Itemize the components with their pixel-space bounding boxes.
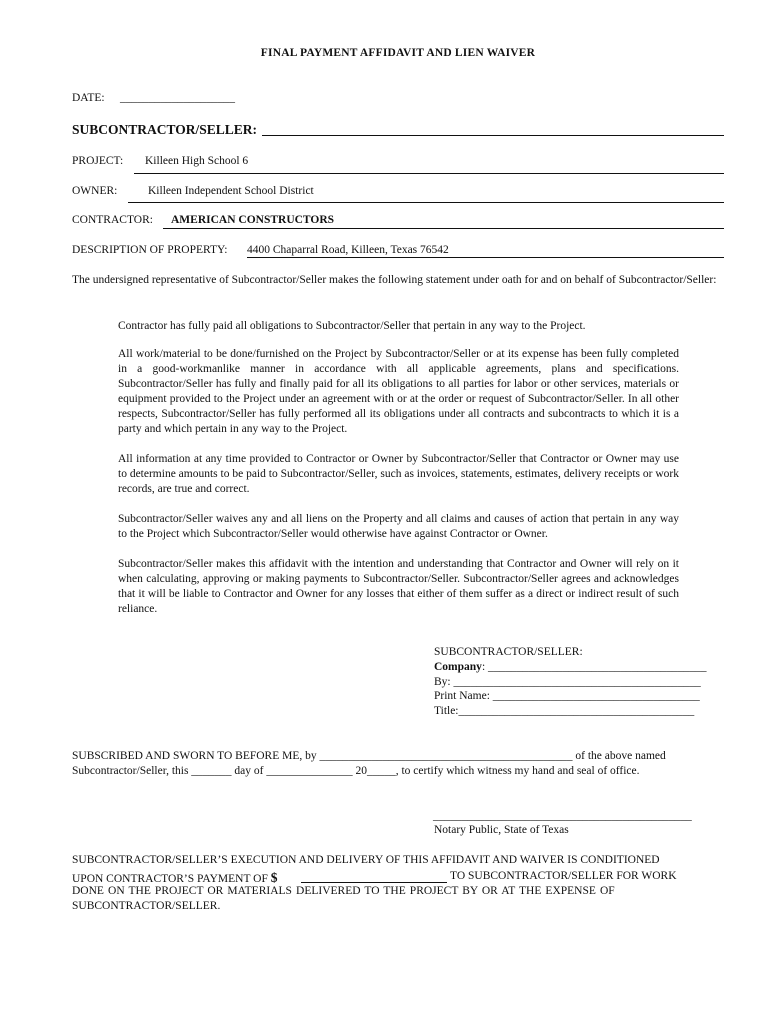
footer-dollar-sign: $ bbox=[270, 870, 278, 885]
owner-line bbox=[128, 202, 724, 203]
footer-amount-line bbox=[301, 882, 447, 883]
footer-line-1: SUBCONTRACTOR/SELLER’S EXECUTION AND DELIVERY OF THIS AFFIDAVIT AND WAIVER IS CONDITIONED bbox=[72, 854, 660, 866]
by-line: By: ___________________________________________ bbox=[434, 676, 701, 688]
document-title: FINAL PAYMENT AFFIDAVIT AND LIEN WAIVER bbox=[260, 47, 536, 59]
notary-label: Notary Public, State of Texas bbox=[434, 824, 569, 836]
title-line: Title:_________________________________________ bbox=[434, 705, 695, 717]
property-label: DESCRIPTION OF PROPERTY: bbox=[72, 244, 228, 256]
footer-payment-continuation: TO SUBCONTRACTOR/SELLER FOR WORK bbox=[450, 870, 677, 882]
project-label: PROJECT: bbox=[72, 155, 124, 167]
owner-label: OWNER: bbox=[72, 185, 118, 197]
sworn-line-1: SUBSCRIBED AND SWORN TO BEFORE ME, by ____________________________________________ of the above named bbox=[72, 750, 666, 762]
company-row bbox=[434, 661, 707, 673]
date-blank: ____________________ bbox=[120, 92, 235, 104]
footer-line-4: SUBCONTRACTOR/SELLER. bbox=[72, 900, 221, 912]
company-label: Company bbox=[434, 661, 482, 673]
statement-5: Subcontractor/Seller makes this affidavit with the intention and understanding that Contractor and Owner will rely on it when calculating, approving or making payments to Subcontractor/Seller. Subcontractor/Seller agrees and acknowledges that it will be liable to Contractor and Owner for any losses that either of them suffer as a direct or indirect result of such reliance. bbox=[118, 558, 679, 615]
owner-value: Killeen Independent School District bbox=[148, 185, 314, 197]
footer-line-2 bbox=[72, 870, 724, 886]
date-label: DATE: bbox=[72, 92, 105, 104]
contractor-label: CONTRACTOR: bbox=[72, 214, 153, 226]
subcontractor-label: SUBCONTRACTOR/SELLER: bbox=[72, 122, 258, 137]
sworn-line-2: Subcontractor/Seller, this _______ day of _______________ 20_____, to certify which witness my hand and seal of office. bbox=[72, 765, 640, 777]
contractor-line bbox=[163, 228, 724, 229]
project-value: Killeen High School 6 bbox=[145, 155, 249, 167]
company-line: : ______________________________________ bbox=[481, 661, 707, 673]
notary-signature-line: _____________________________________________ bbox=[433, 810, 692, 822]
print-name-line: Print Name: ____________________________________ bbox=[434, 690, 700, 702]
statement-3: All information at any time provided to Contractor or Owner by Subcontractor/Seller that Contractor or Owner may use to determine amounts to be paid to Subcontractor/Seller, such as invoices, statements, estimates, delivery receipts or work records, are true and correct. bbox=[118, 453, 679, 495]
contractor-value: AMERICAN CONSTRUCTORS bbox=[171, 214, 335, 226]
property-line bbox=[247, 257, 724, 258]
footer-payment-text: UPON CONTRACTOR’S PAYMENT OF bbox=[72, 873, 268, 885]
subcontractor-blank-line bbox=[262, 135, 724, 136]
statement-4: Subcontractor/Seller waives any and all liens on the Property and all claims and causes of action that pertain in any way to the Project which Subcontractor/Seller would otherwise have against Contractor or Owner. bbox=[118, 513, 679, 540]
project-line bbox=[134, 173, 724, 174]
intro-paragraph: The undersigned representative of Subcontractor/Seller makes the following statement under oath for and on behalf of Subcontractor/Seller: bbox=[72, 274, 717, 286]
statement-2: All work/material to be done/furnished on the Project by Subcontractor/Seller or at its expense has been fully completed in a good-workmanlike manner in accordance with all applicable agreements, plans and specifications. Subcontractor/Seller has fully and finally paid for all its obligations to all parties for labor or other services, materials or equipment provided to the Project under an agreement with or at the order or request of Subcontractor/Seller. In all other respects, Subcontractor/Seller has fully performed all its obligations under all contracts and subcontracts to which it is a party and which pertain in any way to the Project. bbox=[118, 348, 679, 435]
signature-heading: SUBCONTRACTOR/SELLER: bbox=[434, 646, 583, 658]
property-value: 4400 Chaparral Road, Killeen, Texas 76542 bbox=[247, 244, 449, 256]
footer-line-3: DONE ON THE PROJECT OR MATERIALS DELIVERED TO THE PROJECT BY OR AT THE EXPENSE OF bbox=[72, 885, 615, 897]
statement-1: Contractor has fully paid all obligations to Subcontractor/Seller that pertain in any way to the Project. bbox=[118, 320, 586, 332]
